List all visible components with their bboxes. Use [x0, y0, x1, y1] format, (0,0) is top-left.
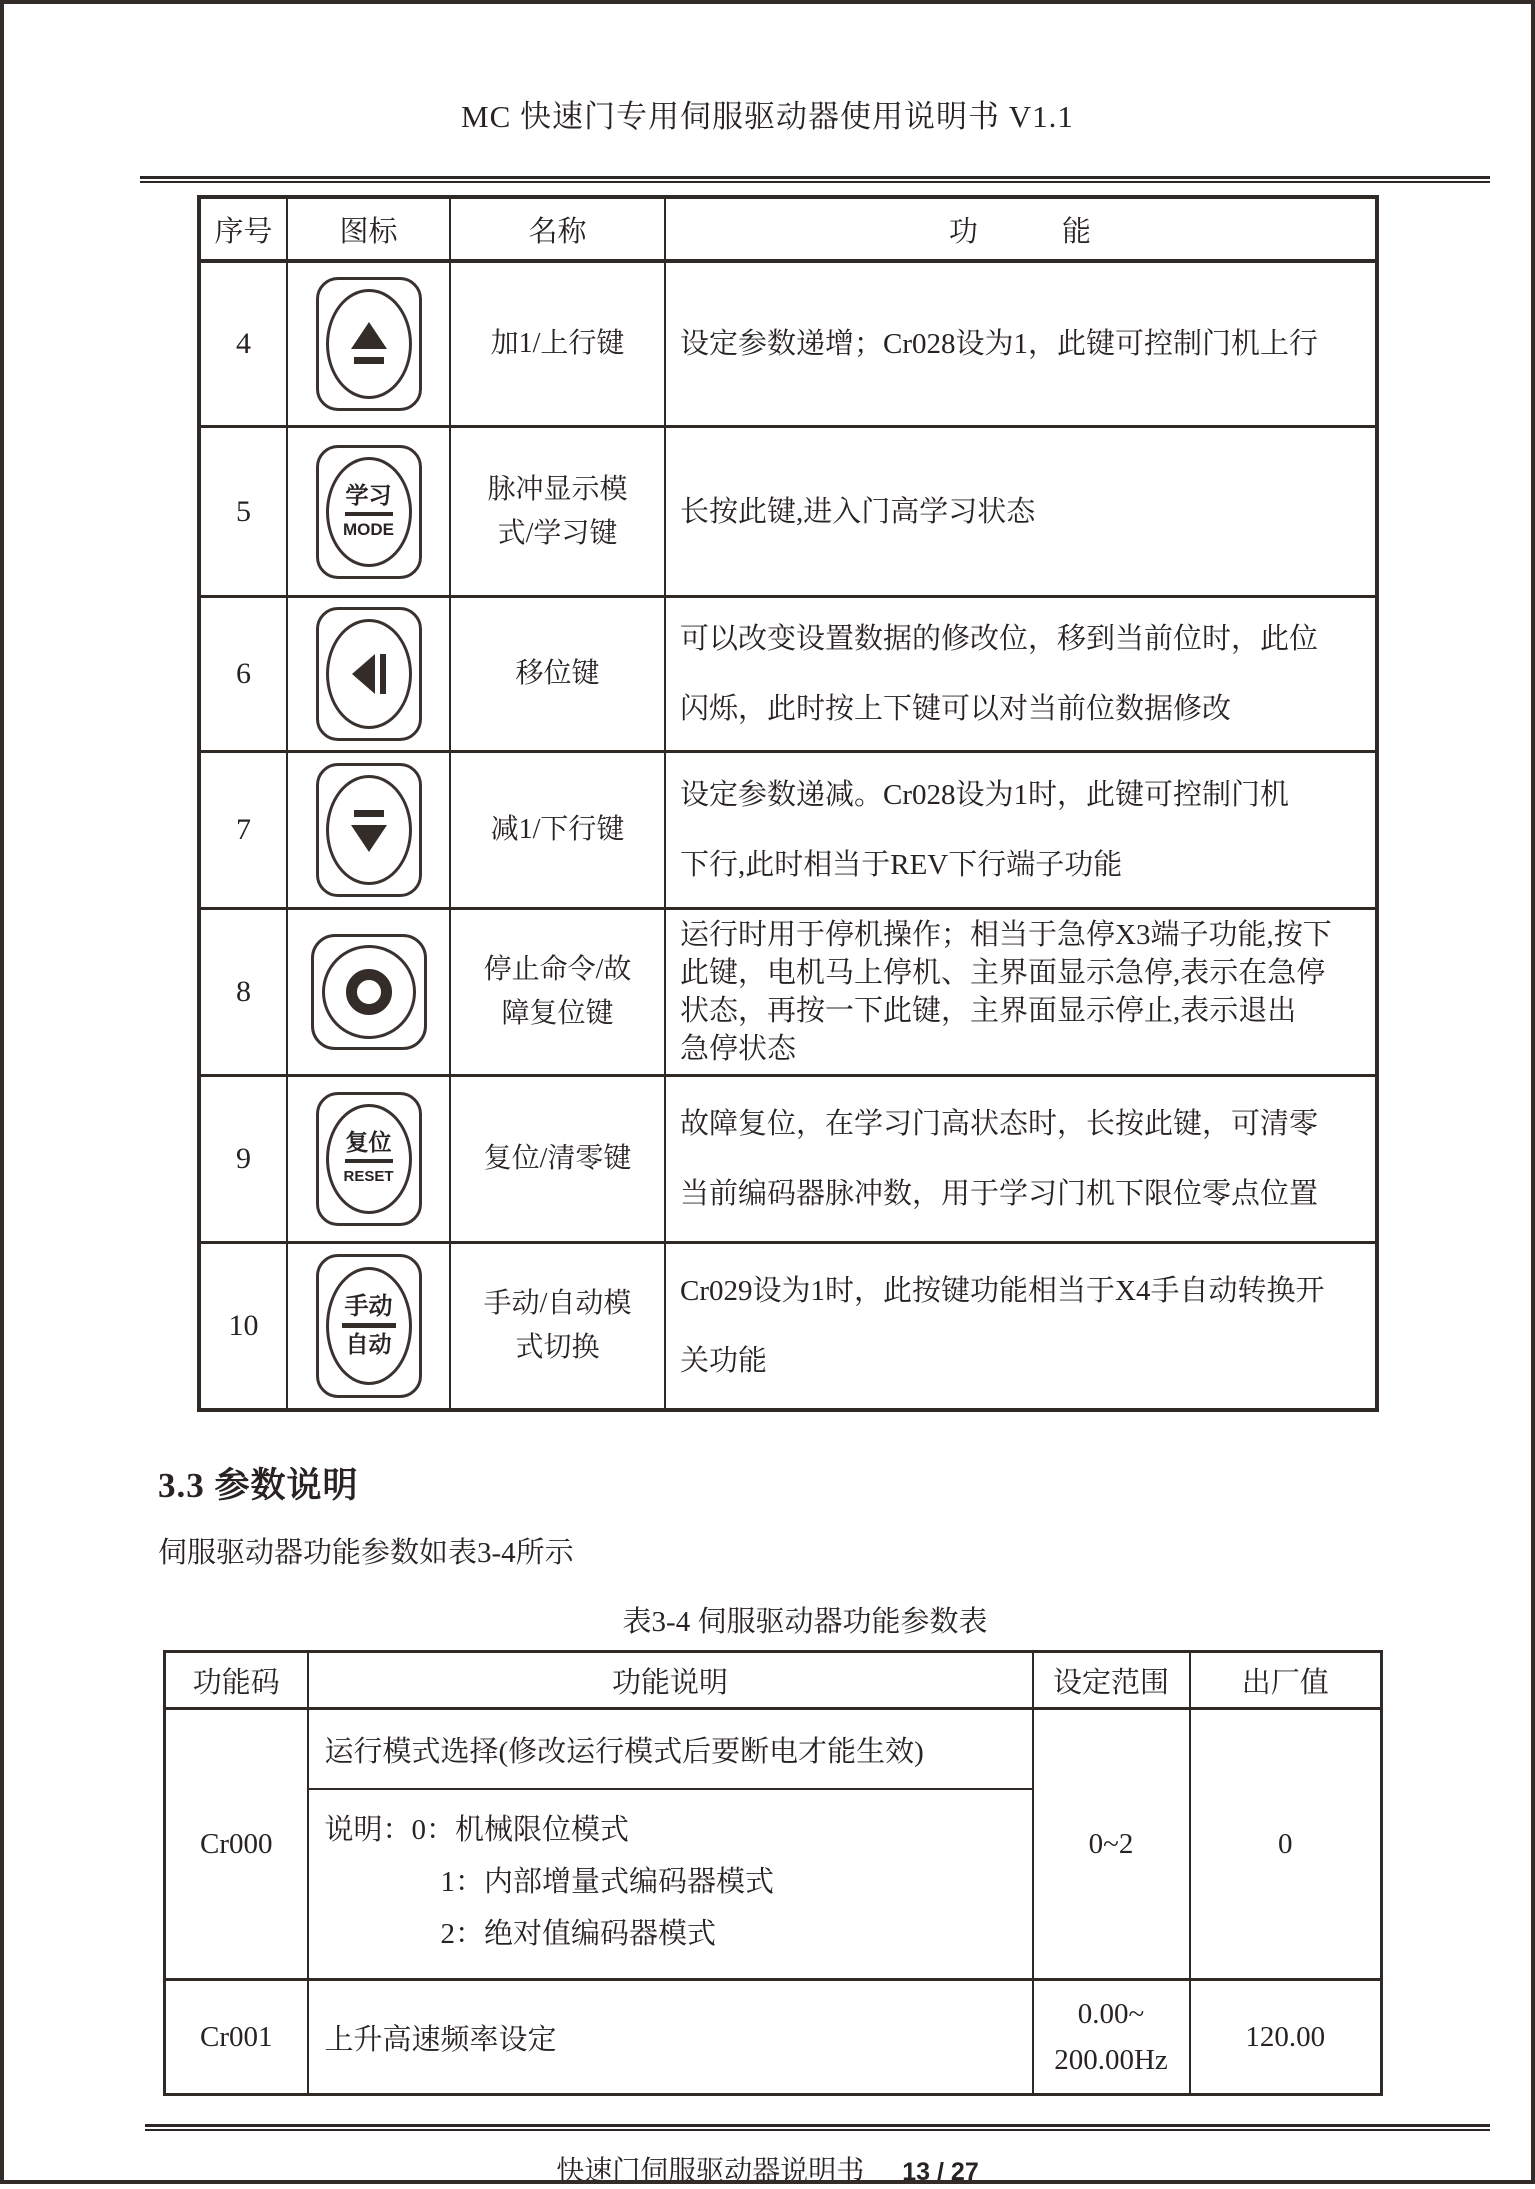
column-header-range: 设定范围 — [1033, 1652, 1190, 1709]
key-divider-line — [345, 512, 393, 516]
function-line: 急停状态 — [680, 1033, 797, 1065]
name-line: 加1/上行键 — [490, 328, 625, 359]
key-function — [665, 597, 1377, 752]
key-table-header-row — [199, 197, 1377, 261]
column-header-no: 序号 — [199, 197, 287, 261]
param-range: 0~2 — [1033, 1709, 1190, 1980]
param-description: 上升高速频率设定 — [308, 1980, 1033, 2095]
title-rule — [140, 176, 1490, 183]
key-function — [665, 261, 1377, 427]
reset-label: RESET — [343, 1168, 394, 1185]
parameter-table — [163, 1650, 1383, 2096]
param-notes — [308, 1789, 1033, 1980]
row-icon-cell — [287, 909, 450, 1076]
param-description: 运行模式选择(修改运行模式后要断电才能生效) — [308, 1709, 1033, 1790]
key-divider-line — [342, 1323, 396, 1328]
key-oval — [326, 289, 412, 399]
function-line: 闪烁，此时按上下键可以对当前位数据修改 — [680, 693, 1232, 725]
row-no: 5 — [199, 427, 287, 597]
learn-mode-key-icon — [316, 445, 422, 579]
key-oval — [326, 619, 412, 729]
down-arrow-key-icon — [316, 763, 422, 897]
row-no: 4 — [199, 261, 287, 427]
note-line: 2：绝对值编码器模式 — [440, 1918, 717, 1950]
table-row — [199, 1076, 1377, 1243]
table-row — [199, 261, 1377, 427]
function-line: 可以改变设置数据的修改位，移到当前位时，此位 — [680, 623, 1319, 655]
function-line: 下行,此时相当于REV下行端子功能 — [680, 849, 1123, 881]
column-header-default: 出厂值 — [1190, 1652, 1382, 1709]
row-no: 9 — [199, 1076, 287, 1243]
key-function — [665, 427, 1377, 597]
document-title: MC 快速门专用伺服驱动器使用说明书 V1.1 — [461, 99, 1074, 134]
table-caption: 表3-4 伺服驱动器功能参数表 — [622, 1606, 988, 1638]
row-icon-cell — [287, 1076, 450, 1243]
column-header-description: 功能说明 — [308, 1652, 1033, 1709]
key-oval — [326, 1104, 412, 1214]
key-oval — [326, 775, 412, 885]
section-heading: 3.3 参数说明 — [158, 1466, 359, 1505]
row-no: 8 — [199, 909, 287, 1076]
row-icon-cell — [287, 261, 450, 427]
name-line: 式/学习键 — [497, 517, 618, 549]
stop-ring-glyph — [346, 969, 392, 1015]
column-header-function: 功能 — [665, 197, 1377, 261]
table-row — [165, 1709, 1382, 1790]
key-oval — [326, 457, 412, 567]
footer-page-number: 13 / 27 — [902, 2158, 979, 2186]
table-row — [199, 909, 1377, 1076]
name-line: 移位键 — [515, 658, 600, 689]
function-line: 当前编码器脉冲数，用于学习门机下限位零点位置 — [680, 1178, 1319, 1210]
column-header-code: 功能码 — [165, 1652, 308, 1709]
param-code: Cr001 — [165, 1980, 308, 2095]
key-name — [450, 261, 665, 427]
name-line: 减1/下行键 — [490, 814, 625, 845]
table-row — [199, 752, 1377, 909]
column-header-name: 名称 — [450, 197, 665, 261]
manual-auto-key-icon — [316, 1254, 422, 1398]
param-range — [1033, 1980, 1190, 2095]
key-name — [450, 597, 665, 752]
key-name — [450, 1243, 665, 1411]
name-line: 脉冲显示模 — [487, 473, 628, 505]
table-row — [165, 1980, 1382, 2095]
stop-key-icon — [311, 934, 427, 1050]
row-icon-cell — [287, 1243, 450, 1411]
function-line: 长按此键,进入门高学习状态 — [680, 495, 1036, 528]
row-no: 10 — [199, 1243, 287, 1411]
function-line: 此键，电机马上停机、主界面显示急停,表示在急停 — [680, 957, 1326, 989]
row-no: 7 — [199, 752, 287, 909]
note-line: 说明：0：机械限位模式 — [324, 1814, 630, 1846]
key-name — [450, 427, 665, 597]
table-row — [199, 427, 1377, 597]
table-row — [199, 597, 1377, 752]
row-no: 6 — [199, 597, 287, 752]
name-line: 障复位键 — [501, 998, 614, 1029]
name-line: 停止命令/故 — [483, 954, 632, 985]
param-default: 0 — [1190, 1709, 1382, 1980]
shift-left-key-icon — [316, 607, 422, 741]
function-line: Cr029设为1时，此按键功能相当于X4手自动转换开 — [680, 1275, 1325, 1307]
page-footer — [0, 2149, 1535, 2189]
param-table-header-row — [165, 1652, 1382, 1709]
manual-label: 手动 — [344, 1294, 393, 1320]
key-oval — [326, 1267, 412, 1385]
footer-doc-name: 快速门伺服驱动器说明书 — [556, 2156, 865, 2187]
footer-rule — [145, 2124, 1490, 2131]
left-triangle-bar-glyph — [347, 650, 391, 698]
key-name — [450, 909, 665, 1076]
function-line: 设定参数递增；Cr028设为1，此键可控制门机上行 — [680, 328, 1319, 360]
column-header-icon: 图标 — [287, 197, 450, 261]
function-line: 关功能 — [680, 1345, 768, 1377]
row-icon-cell — [287, 752, 450, 909]
key-divider-line — [345, 1159, 393, 1163]
auto-label: 自动 — [345, 1332, 392, 1357]
row-icon-cell — [287, 427, 450, 597]
key-function — [665, 1076, 1377, 1243]
reset-key-icon — [316, 1092, 422, 1226]
key-function-table — [197, 195, 1379, 1412]
note-line: 1：内部增量式编码器模式 — [440, 1866, 775, 1898]
param-code: Cr000 — [165, 1709, 308, 1980]
function-line: 设定参数递减。Cr028设为1时，此键可控制门机 — [680, 779, 1290, 811]
name-line: 手动/自动模 — [483, 1288, 632, 1319]
key-function — [665, 909, 1377, 1076]
mode-label: MODE — [343, 519, 394, 539]
up-arrow-key-icon — [316, 277, 422, 411]
reset-cjk-label: 复位 — [345, 1130, 392, 1155]
name-line: 复位/清零键 — [483, 1143, 632, 1174]
function-line: 运行时用于停机操作；相当于急停X3端子功能,按下 — [680, 919, 1332, 951]
up-arrow-glyph — [347, 320, 391, 368]
range-line: 200.00Hz — [1054, 2044, 1168, 2076]
range-line: 0.00~ — [1077, 1998, 1145, 2030]
down-arrow-glyph — [347, 806, 391, 854]
row-icon-cell — [287, 597, 450, 752]
learn-label: 学习 — [345, 482, 392, 508]
key-name — [450, 1076, 665, 1243]
key-function — [665, 752, 1377, 909]
name-line: 式切换 — [515, 1332, 600, 1363]
key-function — [665, 1243, 1377, 1411]
key-circle — [322, 945, 416, 1039]
function-line: 状态，再按一下此键，主界面显示停止,表示退出 — [680, 995, 1297, 1027]
section-intro: 伺服驱动器功能参数如表3-4所示 — [158, 1537, 574, 1569]
param-default: 120.00 — [1190, 1980, 1382, 2095]
function-line: 故障复位，在学习门高状态时，长按此键，可清零 — [680, 1108, 1319, 1140]
key-name — [450, 752, 665, 909]
table-row — [199, 1243, 1377, 1411]
